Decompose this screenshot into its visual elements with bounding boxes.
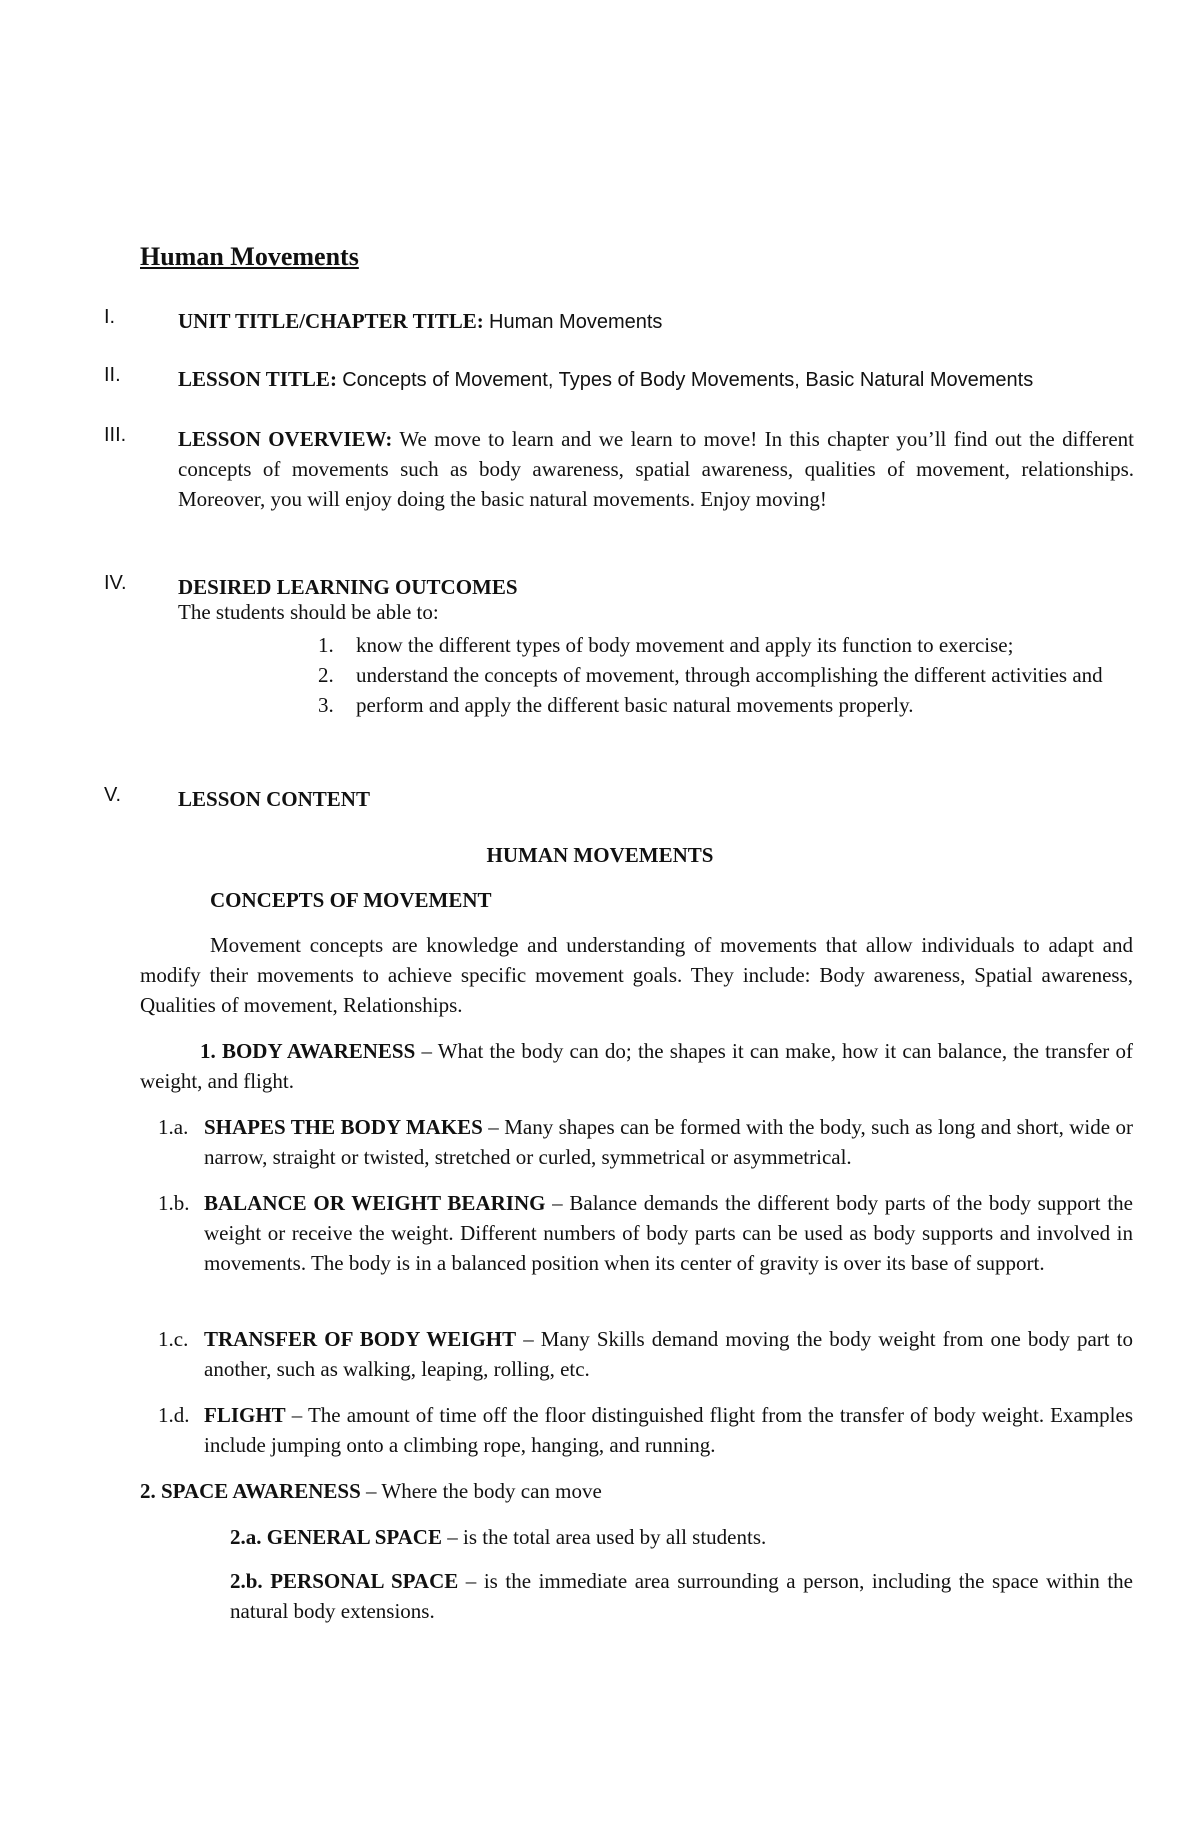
list-marker: 1. bbox=[318, 633, 334, 657]
section-text: We move to learn and we learn to move! In this chapter you’ll find out the different concepts of movements such as body awareness, spatial awareness, qualities of movement, relationships. Moreover, you will enjoy doing the basic natural movements. Enjoy moving! bbox=[178, 427, 1134, 511]
list-marker: 2. bbox=[318, 663, 334, 687]
list-item bbox=[318, 690, 1130, 720]
section-number: V. bbox=[104, 784, 122, 806]
section-label: LESSON CONTENT bbox=[178, 787, 370, 811]
outcomes-list bbox=[318, 630, 1130, 720]
space-awareness-label: 2. SPACE AWARENESS bbox=[140, 1479, 361, 1503]
item-label: 2.b. PERSONAL SPACE bbox=[230, 1569, 459, 1593]
body-awareness-label: 1. BODY AWARENESS bbox=[200, 1039, 416, 1063]
body-awareness-text: – What the body can do; the shapes it can make, how it can balance, the transfer of weight, and flight. bbox=[140, 1039, 1133, 1093]
item-label: BALANCE OR WEIGHT BEARING bbox=[204, 1191, 546, 1215]
item-label: FLIGHT bbox=[204, 1403, 286, 1427]
item-text: – Balance demands the different body parts of the body support the weight or receive the weight. Different numbers of body parts can be used as body supports and involved in movements. The body is in a balanced position when its center of gravity is over its base of support. bbox=[204, 1191, 1134, 1275]
list-item-text: know the different types of body movement and apply its function to exercise; bbox=[356, 633, 1014, 657]
list-item bbox=[158, 1324, 1133, 1384]
outcomes-intro: The students should be able to: bbox=[178, 600, 439, 624]
section-label: DESIRED LEARNING OUTCOMES bbox=[178, 575, 518, 599]
section-number: IV. bbox=[104, 572, 127, 594]
section-lesson-title bbox=[104, 364, 1134, 395]
section-lesson-overview bbox=[104, 424, 1134, 514]
content-heading: HUMAN MOVEMENTS bbox=[486, 843, 714, 867]
item-text: – Many shapes can be formed with the body, such as long and short, wide or narrow, straight or twisted, stretched or curled, symmetrical or asymmetrical. bbox=[204, 1115, 1134, 1169]
space-awareness-text: – Where the body can move bbox=[360, 1479, 602, 1503]
list-item-text: perform and apply the different basic natural movements properly. bbox=[356, 693, 914, 717]
section-number: III. bbox=[104, 424, 127, 446]
section-label: UNIT TITLE/CHAPTER TITLE: bbox=[178, 309, 484, 333]
space-awareness-paragraph bbox=[140, 1476, 1133, 1506]
section-learning-outcomes bbox=[104, 572, 1134, 602]
item-text: – is the total area used by all students. bbox=[441, 1525, 767, 1549]
list-item bbox=[318, 660, 1130, 690]
item-label: SHAPES THE BODY MAKES bbox=[204, 1115, 483, 1139]
list-item-text: understand the concepts of movement, through accomplishing the different activities and bbox=[356, 663, 1103, 687]
section-number: I. bbox=[104, 306, 116, 328]
list-marker: 1.d. bbox=[158, 1403, 190, 1427]
item-text: – Many Skills demand moving the body weight from one body part to another, such as walking, leaping, rolling, etc. bbox=[204, 1327, 1133, 1381]
content-subheading: CONCEPTS OF MOVEMENT bbox=[210, 888, 492, 912]
list-item bbox=[230, 1522, 1133, 1552]
section-lesson-content bbox=[104, 784, 1134, 814]
list-item bbox=[318, 630, 1130, 660]
section-unit-title bbox=[104, 306, 1134, 337]
list-item bbox=[158, 1400, 1133, 1460]
section-label: LESSON OVERVIEW: bbox=[178, 427, 393, 451]
item-label: TRANSFER OF BODY WEIGHT bbox=[204, 1327, 517, 1351]
list-item bbox=[158, 1188, 1133, 1278]
body-awareness-paragraph bbox=[140, 1036, 1133, 1096]
section-text: Concepts of Movement, Types of Body Movements, Basic Natural Movements bbox=[342, 369, 1034, 391]
section-number: II. bbox=[104, 364, 121, 386]
section-label: LESSON TITLE: bbox=[178, 367, 337, 391]
item-text: – is the immediate area surrounding a person, including the space within the natural body extensions. bbox=[230, 1569, 1133, 1623]
intro-paragraph: Movement concepts are knowledge and understanding of movements that allow individuals to adapt and modify their movements to achieve specific movement goals. They include: Body awareness, Spatial awareness, Qualities of movement, Relationships. bbox=[140, 933, 1133, 1017]
section-text: Human Movements bbox=[489, 311, 663, 333]
list-marker: 1.b. bbox=[158, 1191, 190, 1215]
list-item bbox=[230, 1566, 1133, 1626]
list-marker: 1.c. bbox=[158, 1327, 189, 1351]
item-text: – The amount of time off the floor distinguished flight from the transfer of body weight. Examples include jumping onto a climbing rope, hanging, and running. bbox=[204, 1403, 1133, 1457]
list-marker: 3. bbox=[318, 693, 334, 717]
list-marker: 1.a. bbox=[158, 1115, 189, 1139]
list-item bbox=[158, 1112, 1133, 1172]
item-label: 2.a. GENERAL SPACE bbox=[230, 1525, 442, 1549]
page-title: Human Movements bbox=[140, 242, 359, 271]
